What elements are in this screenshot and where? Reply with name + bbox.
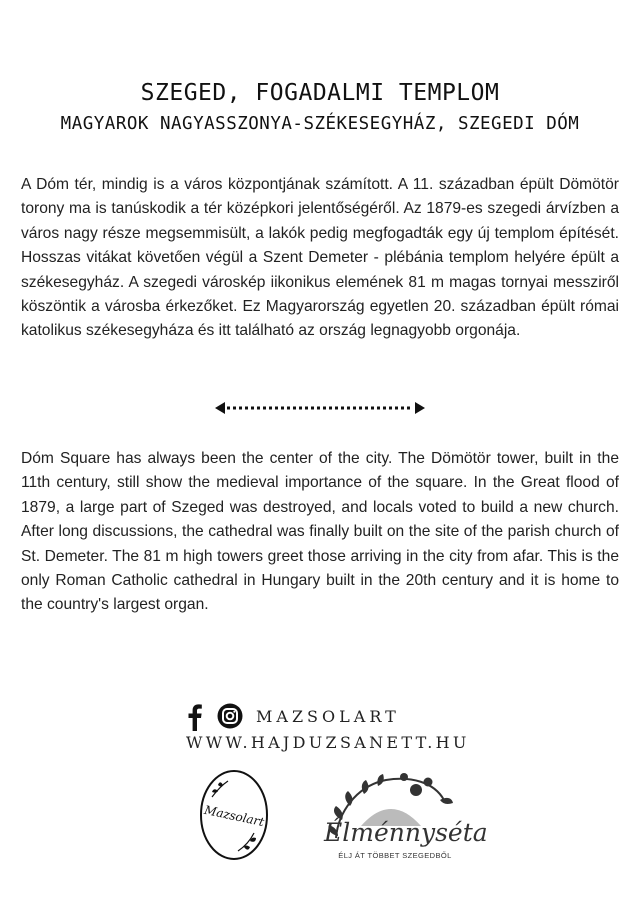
social-block: [184, 703, 470, 763]
mazsolart-logo-text: Mazsolart: [203, 802, 266, 830]
mazsolart-logo: [198, 767, 270, 863]
page-subtitle: MAGYAROK NAGYASSZONYA-SZÉKESEGYHÁZ, SZEGEDI DÓM: [60, 114, 580, 134]
facebook-icon[interactable]: [184, 703, 206, 731]
paragraph-english: Dóm Square has always been the center of the city. The Dömötör tower, built in the 11th century, still show the medieval importance of the square. In the Great flood of 1879, a large part of Szeged was destroyed, and locals voted to build a new church. After long discussions, the cathedral was finally built on the site of the parish church of St. Demeter. The 81 m high towers greet those arriving in the city from afar. This is the only Roman Catholic cathedral in Hungary built in the 20th century and it is home to the country's largest organ.: [21, 450, 619, 614]
brand-name: MAZSOLART: [256, 707, 400, 726]
page-title: SZEGED, FOGADALMI TEMPLOM: [140, 80, 500, 106]
website-link[interactable]: WWW.HAJDUZSANETT.HU: [186, 733, 470, 752]
paragraph-hungarian: A Dóm tér, mindig is a város központjának számított. A 11. században épült Dömötör torony ma is tanúskodik a tér középkori jelentőségéről. Az 1879-es szegedi árvízben a város nagy része megsemmisült, a lakók pedig megfogadták egy új templom építését. Hosszas vitákat követően végül a Szent Demeter - plébánia templom helyére épült a székesegyház. A szegedi városkép iikonikus elemének 81 m magas tornyai messziről köszöntik a városba érkezőket. Ez Magyarország egyetlen 20. században épült római katolikus székesegyháza és itt található az ország legnagyobb orgonája.: [21, 176, 619, 340]
elmenyseta-logo-tagline: ÉLJ ÁT TÖBBET SZEGEDBŐL: [338, 851, 452, 860]
elmenyseta-logo-word: Élménnyséta: [324, 818, 488, 847]
instagram-icon[interactable]: [217, 703, 243, 729]
divider-arrow: [213, 396, 427, 420]
